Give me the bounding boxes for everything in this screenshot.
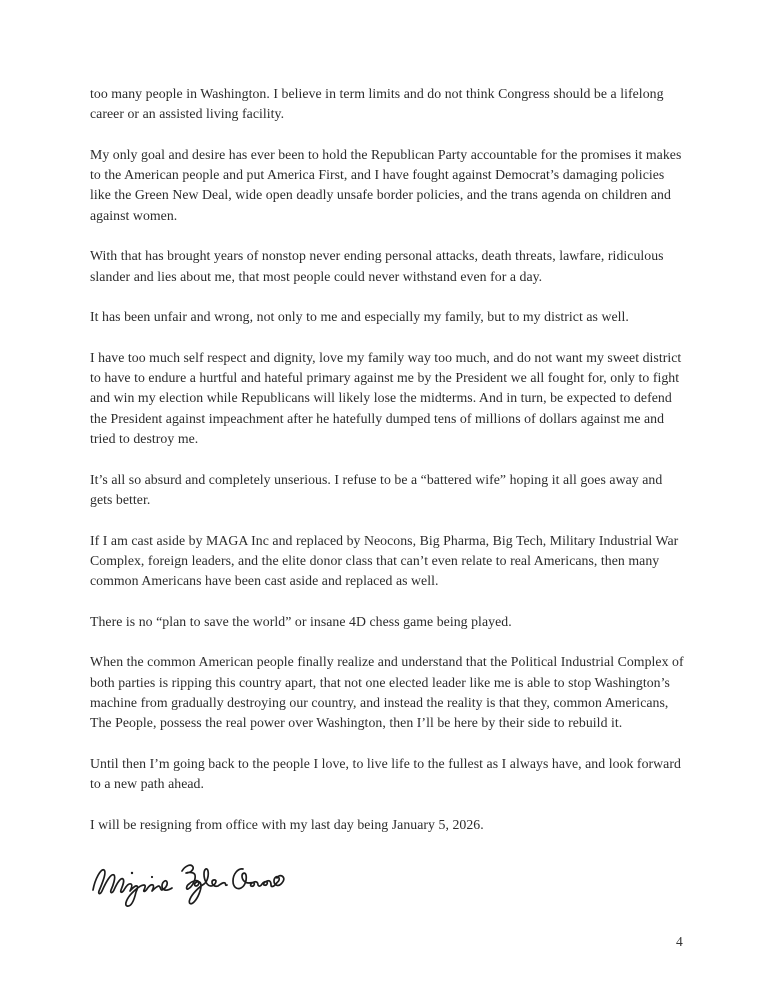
letter-paragraph: My only goal and desire has ever been to hold the Republican Party accountable for the promises it makes to the American people and put America First, and I have fought against Democrat’s damaging policies like the Green New Deal, wide open deadly unsafe border policies, and the trans agenda on children and against women. (90, 146, 682, 223)
letter-paragraph: It has been unfair and wrong, not only to me and especially my family, but to my district as well. (90, 309, 629, 325)
letter-paragraph: too many people in Washington. I believe in term limits and do not think Congress should be a lifelong career or an assisted living facility. (90, 86, 664, 122)
letter-paragraph: It’s all so absurd and completely unserious. I refuse to be a “battered wife” hoping it all goes away and gets better. (90, 471, 663, 507)
letter-paragraph: With that has brought years of nonstop never ending personal attacks, death threats, lawfare, ridiculous slander and lies about me, that most people could never withstand even for a day. (90, 248, 664, 284)
letter-paragraph: If I am cast aside by MAGA Inc and replaced by Neocons, Big Pharma, Big Tech, Military Industrial War Complex, foreign leaders, and the elite donor class that can’t even relate to real Americans, then many common Americans have been cast aside and replaced as well. (90, 532, 679, 589)
letter-paragraph: Until then I’m going back to the people I love, to live life to the fullest as I always have, and look forward to a new path ahead. (90, 755, 681, 792)
letter-body (90, 84, 688, 911)
letter-paragraph: I have too much self respect and dignity, love my family way too much, and do not want my sweet district to have to endure a hurtful and hateful primary against me by the President we all fought for, only to fight and win my election while Republicans will likely lose the midterms. And in turn, be expected to defend the President against impeachment after he hatefully dumped tens of millions of dollars against me and tried to destroy me. (90, 349, 682, 447)
page-number: 4 (676, 934, 683, 949)
letter-paragraph: When the common American people finally realize and understand that the Political Industrial Complex of both parties is ripping this country apart, that not one elected leader like me is able to stop Washington’s machine from gradually destroying our country, and instead the reality is that they, common Americans, The People, possess the real power over Washington, then I’ll be here by their side to rebuild it. (90, 654, 684, 731)
letter-paragraph: There is no “plan to save the world” or insane 4D chess game being played. (90, 613, 512, 629)
signature-image (90, 855, 688, 911)
signature-handwriting-icon (90, 855, 286, 911)
letter-paragraph: I will be resigning from office with my last day being January 5, 2026. (90, 816, 484, 832)
